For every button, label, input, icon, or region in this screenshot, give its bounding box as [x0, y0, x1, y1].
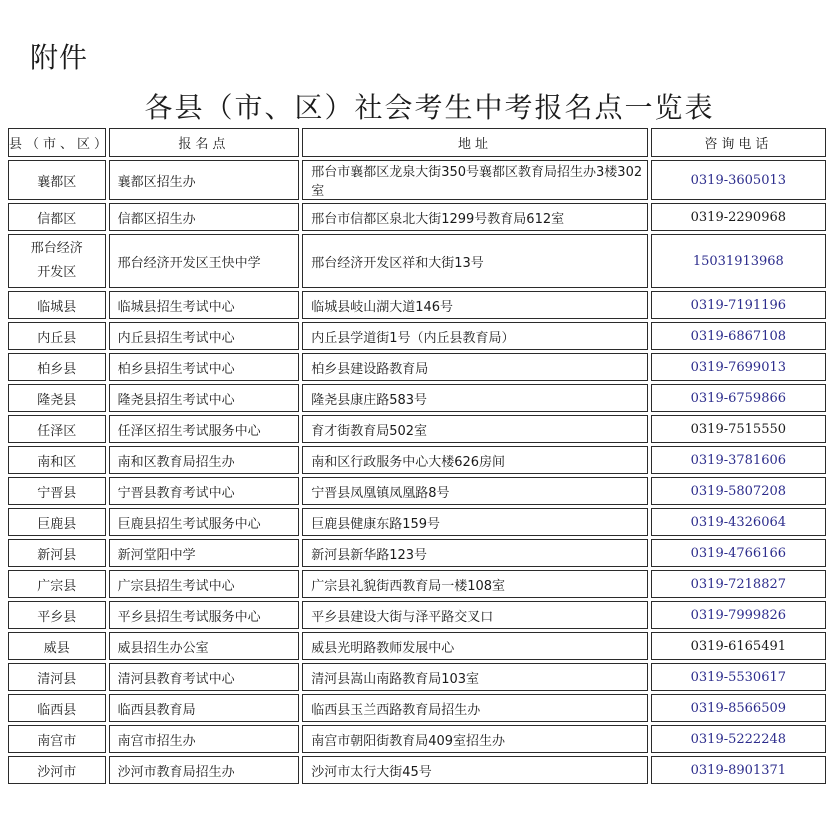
cell-county: 内丘县 [8, 322, 106, 350]
cell-site: 新河堂阳中学 [109, 539, 300, 567]
cell-site: 隆尧县招生考试中心 [109, 384, 300, 412]
cell-site: 邢台经济开发区王快中学 [109, 234, 300, 288]
table-row [8, 234, 826, 288]
cell-phone: 0319-8566509 [651, 694, 826, 722]
cell-phone: 0319-8901371 [651, 756, 826, 784]
cell-county: 任泽区 [8, 415, 106, 443]
cell-address: 清河县嵩山南路教育局103室 [302, 663, 647, 691]
cell-county: 信都区 [8, 203, 106, 231]
cell-county-line1: 邢台经济 [30, 241, 83, 256]
cell-county: 巨鹿县 [8, 508, 106, 536]
cell-address: 巨鹿县健康东路159号 [302, 508, 647, 536]
cell-address: 新河县新华路123号 [302, 539, 647, 567]
cell-county: 新河县 [8, 539, 106, 567]
cell-phone: 0319-5807208 [651, 477, 826, 505]
cell-site: 南和区教育局招生办 [109, 446, 300, 474]
cell-phone: 0319-5530617 [651, 663, 826, 691]
cell-address: 内丘县学道街1号（内丘县教育局） [302, 322, 647, 350]
cell-county: 临西县 [8, 694, 106, 722]
cell-county: 襄都区 [8, 160, 106, 200]
cell-phone: 15031913968 [651, 234, 826, 288]
cell-phone: 0319-6165491 [651, 632, 826, 660]
cell-address: 宁晋县凤凰镇凤凰路8号 [302, 477, 647, 505]
header-phone: 咨询电话 [651, 128, 826, 157]
cell-site: 临城县招生考试中心 [109, 291, 300, 319]
cell-phone: 0319-7515550 [651, 415, 826, 443]
cell-phone: 0319-7218827 [651, 570, 826, 598]
cell-county: 平乡县 [8, 601, 106, 629]
cell-phone: 0319-5222248 [651, 725, 826, 753]
cell-phone: 0319-2290968 [651, 203, 826, 231]
cell-county: 南和区 [8, 446, 106, 474]
table-row [8, 601, 826, 629]
cell-site: 沙河市教育局招生办 [109, 756, 300, 784]
cell-county: 柏乡县 [8, 353, 106, 381]
cell-address: 威县光明路教师发展中心 [302, 632, 647, 660]
table-row [8, 632, 826, 660]
table-header-row [8, 128, 826, 157]
table-row [8, 415, 826, 443]
cell-site: 广宗县招生考试中心 [109, 570, 300, 598]
cell-site: 宁晋县教育考试中心 [109, 477, 300, 505]
cell-county: 宁晋县 [8, 477, 106, 505]
table-row [8, 725, 826, 753]
cell-site: 威县招生办公室 [109, 632, 300, 660]
cell-county-line2: 开发区 [37, 265, 77, 280]
cell-site: 南宫市招生办 [109, 725, 300, 753]
table-row [8, 663, 826, 691]
cell-site: 巨鹿县招生考试服务中心 [109, 508, 300, 536]
table-row [8, 756, 826, 784]
table-row [8, 353, 826, 381]
cell-address: 沙河市太行大街45号 [302, 756, 647, 784]
table-row [8, 160, 826, 200]
cell-address: 南和区行政服务中心大楼626房间 [302, 446, 647, 474]
table-row [8, 477, 826, 505]
cell-site: 襄都区招生办 [109, 160, 300, 200]
header-site: 报名点 [109, 128, 300, 157]
cell-phone: 0319-3781606 [651, 446, 826, 474]
table-row [8, 539, 826, 567]
cell-address: 广宗县礼貌街西教育局一楼108室 [302, 570, 647, 598]
table-row [8, 508, 826, 536]
cell-address: 临城县岐山湖大道146号 [302, 291, 647, 319]
header-county: 县（市、区） [8, 128, 106, 157]
table-row [8, 570, 826, 598]
cell-phone: 0319-6759866 [651, 384, 826, 412]
table-row [8, 446, 826, 474]
cell-address: 临西县玉兰西路教育局招生办 [302, 694, 647, 722]
cell-phone: 0319-4766166 [651, 539, 826, 567]
cell-county: 临城县 [8, 291, 106, 319]
page-title: 各县（市、区）社会考生中考报名点一览表 [144, 91, 715, 124]
cell-address: 隆尧县康庄路583号 [302, 384, 647, 412]
cell-phone: 0319-3605013 [651, 160, 826, 200]
cell-address: 平乡县建设大街与泽平路交叉口 [302, 601, 647, 629]
cell-site: 清河县教育考试中心 [109, 663, 300, 691]
cell-county [8, 234, 106, 288]
cell-phone: 0319-7191196 [651, 291, 826, 319]
cell-county: 南宫市 [8, 725, 106, 753]
table-row [8, 291, 826, 319]
table-row [8, 694, 826, 722]
attachment-label: 附件 [30, 41, 89, 74]
cell-site: 任泽区招生考试服务中心 [109, 415, 300, 443]
cell-site: 信都区招生办 [109, 203, 300, 231]
table-row [8, 384, 826, 412]
cell-address: 育才街教育局502室 [302, 415, 647, 443]
cell-county: 隆尧县 [8, 384, 106, 412]
cell-phone: 0319-7699013 [651, 353, 826, 381]
cell-address: 柏乡县建设路教育局 [302, 353, 647, 381]
cell-county: 沙河市 [8, 756, 106, 784]
cell-phone: 0319-6867108 [651, 322, 826, 350]
table-row [8, 322, 826, 350]
cell-phone: 0319-7999826 [651, 601, 826, 629]
cell-site: 内丘县招生考试中心 [109, 322, 300, 350]
cell-address: 邢台市襄都区龙泉大街350号襄都区教育局招生办3楼302室 [302, 160, 647, 200]
registration-sites-table [5, 125, 829, 787]
cell-address: 邢台经济开发区祥和大街13号 [302, 234, 647, 288]
cell-county: 广宗县 [8, 570, 106, 598]
table-row [8, 203, 826, 231]
cell-county: 威县 [8, 632, 106, 660]
cell-address: 南宫市朝阳街教育局409室招生办 [302, 725, 647, 753]
cell-site: 柏乡县招生考试中心 [109, 353, 300, 381]
cell-phone: 0319-4326064 [651, 508, 826, 536]
cell-county: 清河县 [8, 663, 106, 691]
cell-site: 临西县教育局 [109, 694, 300, 722]
header-address: 地址 [302, 128, 647, 157]
cell-site: 平乡县招生考试服务中心 [109, 601, 300, 629]
cell-address: 邢台市信都区泉北大街1299号教育局612室 [302, 203, 647, 231]
